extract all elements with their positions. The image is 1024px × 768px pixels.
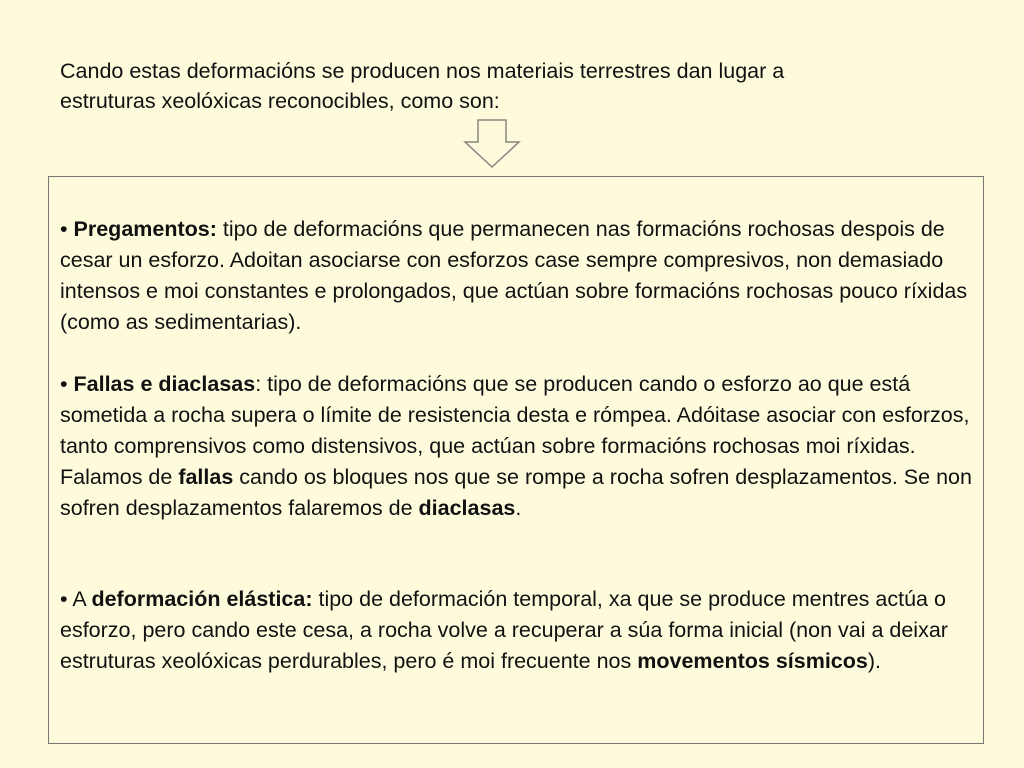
list-item-fallas-diaclasas	[60, 369, 975, 524]
list-item-deformacion-elastica	[60, 584, 975, 677]
term-deformacion-elastica: deformación elástica:	[91, 587, 313, 611]
bullet: •	[60, 587, 68, 611]
term-fallas-e-diaclasas: Fallas e diaclasas	[73, 372, 256, 396]
term-movementos-sismicos: movementos sísmicos	[637, 649, 868, 673]
definition-text: tipo de deformación temporal, xa que se produce mentres actúa o esforzo, pero cando este cesa, a rocha volve a recuperar a súa forma inicial (non vai a deixar estruturas xeolóxicas perdurables, pero é moi frecuente nos	[60, 587, 948, 673]
definition-text: tipo de deformacións que permanecen nas formacións rochosas despois de cesar un esforzo. Adoitan asociarse con esforzos case sempre compresivos, non demasiado intensos e moi constantes e prolongados, que actúan sobre formacións rochosas pouco ríxidas (como as sedimentarias).	[60, 217, 968, 334]
term-pregamentos: Pregamentos:	[73, 217, 217, 241]
definition-text: cando os bloques nos que se rompe a rocha sofren desplazamentos. Se non sofren desplazamentos falaremos de	[60, 465, 972, 520]
definitions-box	[48, 176, 984, 744]
definition-text: ).	[867, 649, 881, 673]
definition-text: : tipo de deformacións que se producen cando o esforzo ao que está sometida a rocha supera o límite de resistencia desta e rómpea. Adóitase asociar con esforzos, tanto comprensivos como distensivos, que actúan sobre formacións rochosas moi ríxidas. Falamos de	[60, 372, 970, 489]
intro-line-2: estruturas xeolóxicas reconocibles, como son:	[60, 89, 500, 113]
term-diaclasas: diaclasas	[418, 496, 516, 520]
list-item-pregamentos	[60, 214, 975, 338]
intro-paragraph	[60, 56, 960, 116]
term-fallas: fallas	[178, 465, 234, 489]
bullet: •	[60, 217, 68, 241]
prefix-text: A	[67, 587, 92, 611]
bullet: •	[60, 372, 68, 396]
definition-text: .	[515, 496, 522, 520]
down-arrow-icon	[462, 118, 522, 170]
intro-line-1: Cando estas deformacións se producen nos materiais terrestres dan lugar a	[60, 59, 785, 83]
